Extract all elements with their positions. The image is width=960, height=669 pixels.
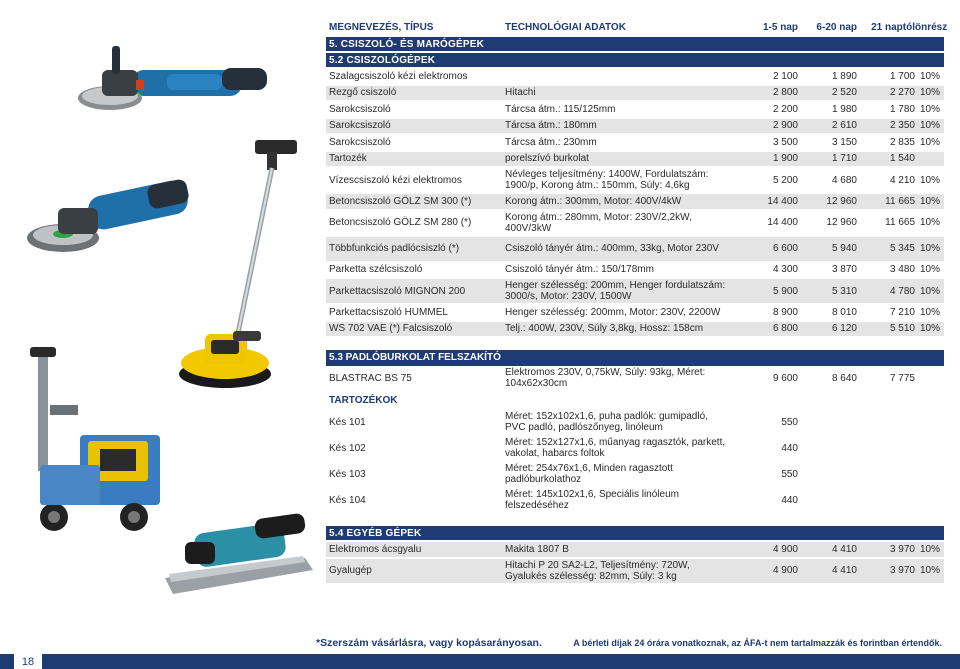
row-tech: Méret: 152x102x1,6, puha padlók: gumipadló, PVC padló, padlószőnyeg, linóleum (505, 411, 708, 433)
row-price-6-20: 12 960 (826, 217, 857, 228)
row-price-6-20: 2 610 (831, 120, 857, 132)
row-price-1-5: 5 200 (772, 174, 798, 186)
accessories-title: TARTOZÉKOK (329, 395, 398, 406)
table-row (326, 135, 944, 152)
table-row (326, 488, 944, 514)
row-name: Kés 104 (329, 494, 366, 506)
row-price-6-20: 4 410 (831, 543, 857, 555)
row-price-1-5: 550 (781, 468, 798, 480)
row-onresz: 10% (919, 87, 940, 99)
row-tech: Henger szélesség: 200mm, Henger fordulatszám: 3000/s, Motor: 230V, 1500W (505, 280, 726, 302)
row-tech: Tárcsa átm.: 230mm (505, 136, 597, 148)
row-price-6-20: 5 310 (831, 285, 857, 297)
angle-grinder-large-image (72, 40, 272, 125)
table-row (326, 322, 944, 339)
row-tech: Tárcsa átm.: 180mm (505, 120, 597, 132)
row-price-6-20: 3 150 (831, 136, 857, 148)
row-price-1-5: 4 300 (772, 264, 798, 276)
row-price-6-20: 8 010 (831, 306, 857, 318)
row-price-21: 3 970 (889, 543, 915, 555)
row-onresz: 10% (919, 136, 940, 148)
row-price-1-5: 6 800 (772, 323, 798, 335)
row-onresz: 10% (919, 565, 940, 576)
row-price-21: 4 210 (889, 174, 915, 186)
row-tech: Hitachi (505, 87, 536, 99)
angle-grinder-small-image (18, 168, 193, 263)
bottom-bar (0, 654, 960, 669)
row-name: Többfunkciós padlócsiszló (*) (329, 243, 460, 254)
footnote-pricing: A bérleti díjak 24 órára vonatkoznak, az ÁFA-t nem tartalmazzák és forintban értendők. (573, 638, 942, 648)
table-row (326, 119, 944, 136)
row-price-1-5: 550 (781, 416, 798, 428)
row-price-21: 4 780 (889, 285, 915, 297)
row-price-6-20: 8 640 (831, 372, 857, 384)
row-onresz: 10% (919, 543, 940, 555)
row-price-6-20: 1 710 (831, 153, 857, 165)
col-21-header: 21 naptól (871, 22, 915, 33)
row-price-6-20: 12 960 (826, 195, 857, 207)
row-price-6-20: 1 980 (831, 103, 857, 115)
row-price-21: 2 270 (889, 87, 915, 99)
row-price-21: 7 210 (889, 306, 915, 318)
row-tech: Korong átm.: 300mm, Motor: 400V/4kW (505, 195, 682, 207)
section-5-3-title: 5.3 PADLÓBURKOLAT FELSZAKÍTÓ (326, 350, 944, 366)
row-price-1-5: 9 600 (772, 372, 798, 384)
row-name: Sarokcsiszoló (329, 103, 391, 115)
row-name: Rezgő csiszoló (329, 87, 397, 99)
row-name: Parkettacsiszoló HUMMEL (329, 306, 448, 318)
row-tech: Elektromos 230V, 0,75kW, Súly: 93kg, Méret: 104x62x30cm (505, 367, 706, 389)
row-price-1-5: 4 900 (772, 543, 798, 555)
table-row (326, 436, 944, 462)
row-name: Kés 103 (329, 468, 366, 480)
table-row (326, 168, 944, 194)
row-name: Tartozék (329, 153, 367, 165)
row-price-1-5: 3 500 (772, 136, 798, 148)
col-name-header: MEGNEVEZÉS, TÍPUS (329, 22, 434, 33)
table-row (326, 410, 944, 436)
row-tech: Méret: 145x102x1,6, Speciális linóleum felszedéséhez (505, 489, 679, 511)
table-row (326, 237, 944, 263)
row-tech: Tárcsa átm.: 115/125mm (505, 103, 616, 115)
col-onresz-header: önrész (915, 22, 948, 33)
row-price-1-5: 2 900 (772, 120, 798, 132)
row-tech: Méret: 254x76x1,6, Minden ragasztott padlóburkolathoz (505, 463, 673, 485)
row-price-6-20: 1 890 (831, 70, 857, 82)
row-tech: Henger szélesség: 200mm, Motor: 230V, 2200W (505, 306, 721, 318)
row-name: Vízescsiszoló kézi elektromos (329, 174, 462, 186)
table-row (326, 279, 944, 305)
floor-polisher-image (175, 138, 305, 393)
row-onresz: 10% (919, 103, 940, 115)
row-price-1-5: 5 900 (772, 285, 798, 297)
row-price-6-20: 3 870 (831, 264, 857, 276)
table-header (326, 20, 948, 37)
row-tech: Korong átm.: 280mm, Motor: 230V/2,2kW, 400V/3kW (505, 211, 692, 234)
row-onresz: 10% (919, 217, 940, 228)
row-price-1-5: 2 200 (772, 103, 798, 115)
row-tech: Névleges teljesítmény: 1400W, Fordulatszám: 1900/p, Korong átm.: 150mm, Súly: 4,6kg (505, 169, 709, 191)
row-price-1-5: 4 900 (772, 565, 798, 576)
footnote-purchase: *Szerszám vásárlásra, vagy kopásarányosan. (316, 637, 542, 649)
table-row (326, 211, 944, 237)
row-onresz: 10% (919, 306, 940, 318)
row-onresz: 10% (919, 70, 940, 82)
row-price-1-5: 440 (781, 442, 798, 454)
row-onresz: 10% (919, 174, 940, 186)
table-row (326, 152, 944, 169)
row-name: Elektromos ácsgyalu (329, 543, 422, 555)
table-row (326, 366, 944, 392)
row-name: Sarokcsiszoló (329, 136, 391, 148)
table-row (326, 69, 944, 86)
row-tech: Méret: 152x127x1,6, műanyag ragasztók, parkett, vakolat, habarcs foltok (505, 437, 726, 459)
section-5-2-title: 5.2 CSISZOLÓGÉPEK (326, 53, 944, 69)
row-onresz: 10% (919, 243, 940, 254)
row-name: Kés 101 (329, 416, 366, 428)
row-tech: Csiszoló tányér átm.: 150/178mm (505, 264, 654, 276)
row-name: Parkettacsiszoló MIGNON 200 (329, 285, 466, 297)
section-5-title: 5. CSISZOLÓ- ÉS MARÓGÉPEK (326, 37, 944, 53)
row-name: Gyalugép (329, 565, 372, 576)
table-row (326, 305, 944, 322)
row-tech: Telj.: 400W, 230V, Súly 3,8kg, Hossz: 158cm (505, 323, 704, 335)
row-price-21: 2 835 (889, 136, 915, 148)
row-price-1-5: 14 400 (767, 195, 798, 207)
price-table (326, 20, 948, 585)
row-onresz: 10% (919, 120, 940, 132)
row-price-21: 3 480 (889, 264, 915, 276)
table-row (326, 86, 944, 103)
row-onresz: 10% (919, 323, 940, 335)
row-tech: porelszívó burkolat (505, 153, 589, 165)
row-price-21: 5 510 (889, 323, 915, 335)
row-price-21: 2 350 (889, 120, 915, 132)
row-name: Betoncsiszoló GÖLZ SM 300 (*) (329, 195, 472, 207)
col-1-5-header: 1-5 nap (762, 22, 798, 33)
page-number: 18 (14, 654, 42, 669)
row-price-6-20: 6 120 (831, 323, 857, 335)
row-name: WS 702 VAE (*) Falcsiszoló (329, 323, 453, 335)
table-row (326, 194, 944, 211)
row-price-21: 7 775 (889, 372, 915, 384)
row-price-1-5: 2 800 (772, 87, 798, 99)
row-price-21: 3 970 (889, 565, 915, 576)
row-price-1-5: 6 600 (772, 243, 798, 254)
table-row (326, 542, 944, 559)
col-6-20-header: 6-20 nap (816, 22, 857, 33)
row-tech: Csiszoló tányér átm.: 400mm, 33kg, Motor 230V (505, 243, 719, 254)
row-price-1-5: 14 400 (767, 217, 798, 228)
electric-planer-image (155, 508, 317, 600)
floor-stripper-image (10, 345, 175, 535)
row-price-21: 11 665 (885, 195, 915, 207)
row-onresz: 10% (919, 285, 940, 297)
col-tech-header: TECHNOLÓGIAI ADATOK (505, 22, 626, 33)
row-price-21: 1 700 (889, 70, 915, 82)
section-5-4-title: 5.4 EGYÉB GÉPEK (326, 526, 944, 542)
row-name: BLASTRAC BS 75 (329, 372, 412, 384)
row-price-21: 1 780 (889, 103, 915, 115)
row-onresz: 10% (919, 195, 940, 207)
row-price-6-20: 4 680 (831, 174, 857, 186)
row-name: Szalagcsiszoló kézi elektromos (329, 70, 468, 82)
row-onresz: 10% (919, 264, 940, 276)
row-price-21: 1 540 (889, 153, 915, 165)
row-price-1-5: 1 900 (772, 153, 798, 165)
table-row (326, 462, 944, 488)
table-row (326, 559, 944, 585)
row-price-1-5: 8 900 (772, 306, 798, 318)
row-price-21: 11 665 (885, 217, 915, 228)
row-price-21: 5 345 (889, 243, 915, 254)
row-price-6-20: 5 940 (831, 243, 857, 254)
row-name: Parketta szélcsiszoló (329, 264, 423, 276)
table-row (326, 263, 944, 280)
table-row (326, 102, 944, 119)
row-price-6-20: 2 520 (831, 87, 857, 99)
row-tech: Hitachi P 20 SA2-L2, Teljesítmény: 720W, Gyalukés szélesség: 82mm, Súly: 3 kg (505, 559, 690, 582)
row-price-1-5: 2 100 (772, 70, 798, 82)
row-price-1-5: 440 (781, 494, 798, 506)
row-tech: Makita 1807 B (505, 543, 569, 555)
row-name: Betoncsiszoló GÖLZ SM 280 (*) (329, 217, 472, 228)
row-name: Sarokcsiszoló (329, 120, 391, 132)
row-price-6-20: 4 410 (831, 565, 857, 576)
row-name: Kés 102 (329, 442, 366, 454)
